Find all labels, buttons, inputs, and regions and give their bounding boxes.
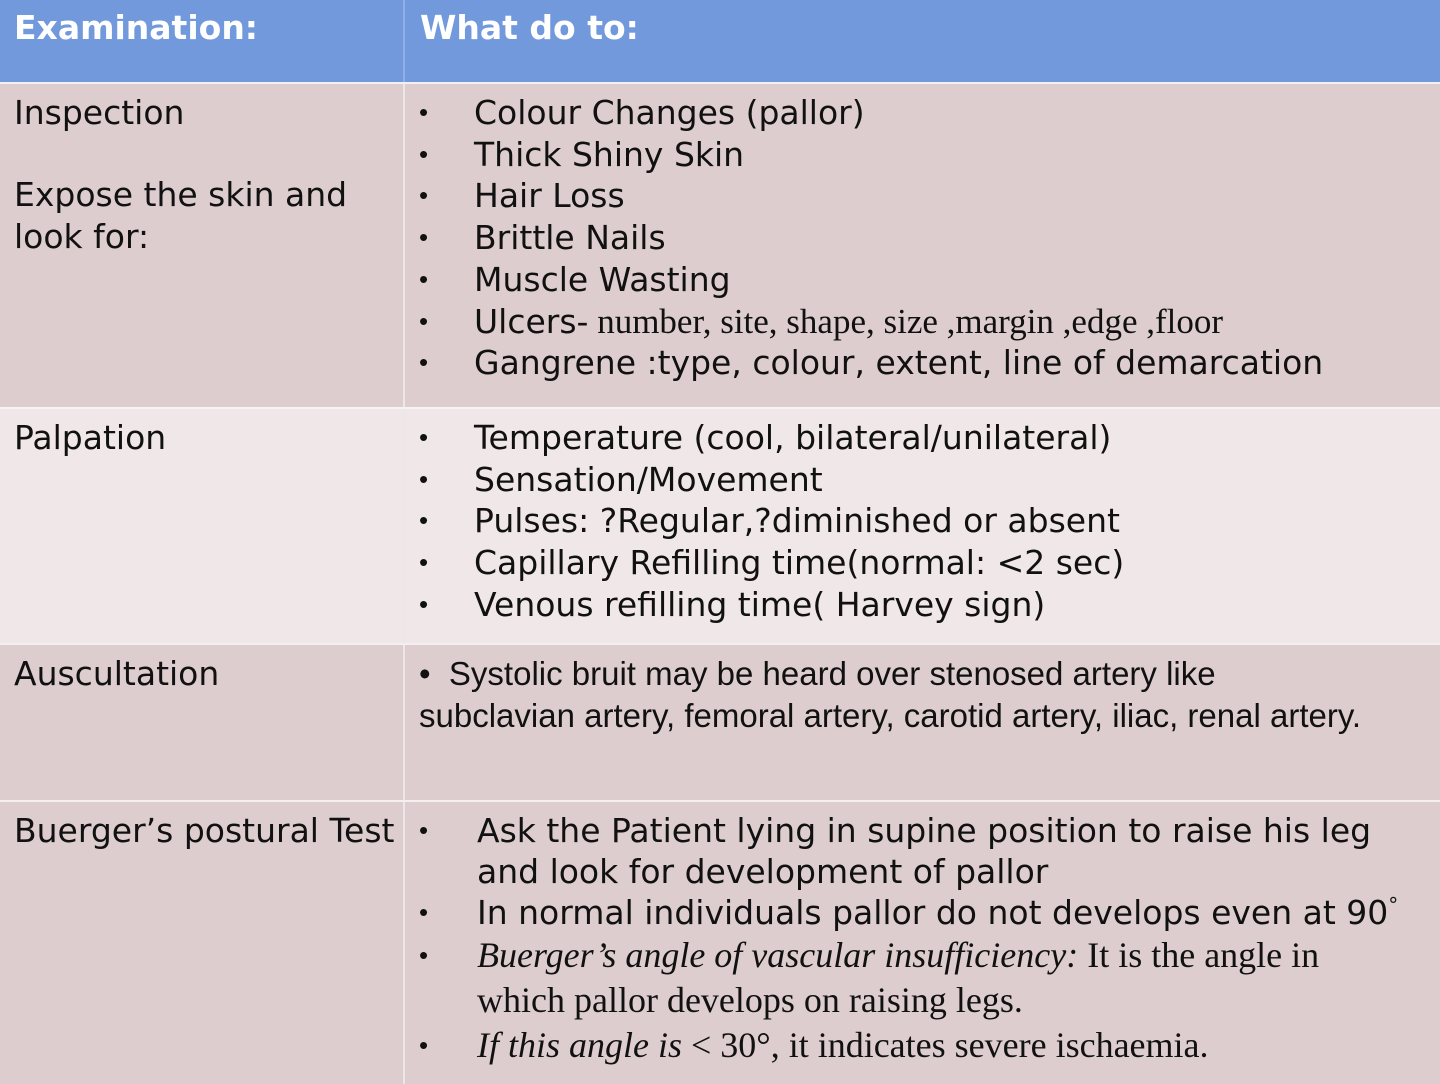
- exam-buerger-test: Buerger’s postural Test: [14, 811, 395, 850]
- list-item: • Ask the Patient lying in supine position to raise his leg and look for development of pallor: [419, 811, 1372, 891]
- list-item: • Muscle Wasting: [419, 259, 731, 299]
- list-item: • Thick Shiny Skin: [419, 134, 745, 174]
- palpation-list: [405, 417, 1440, 626]
- header-examination: Examination:: [14, 8, 259, 47]
- buerger-list: [405, 810, 1440, 1068]
- list-item: • Capillary Refilling time(normal: <2 sec): [419, 543, 1125, 583]
- list-item: • If this angle is < 30°, it indicates severe ischaemia.: [419, 1025, 1209, 1065]
- list-item: • Brittle Nails: [419, 218, 666, 258]
- list-item: • Colour Changes (pallor): [419, 93, 865, 132]
- list-item: • Buerger’s angle of vascular insufficiency: It is the angle in which pallor develops on raising legs.: [419, 935, 1320, 1020]
- row-palpation: [0, 407, 1440, 645]
- auscultation-text: • Systolic bruit may be heard over stenosed artery like subclavian artery, femoral artery, carotid artery, iliac, renal artery.: [419, 655, 1362, 734]
- table-header: [0, 0, 1440, 82]
- list-item-ulcers: • Ulcers- number, site, shape, size ,margin ,edge ,floor: [419, 301, 1224, 341]
- exam-auscultation: Auscultation: [14, 654, 220, 693]
- list-item: • Temperature (cool, bilateral/unilateral): [419, 418, 1112, 457]
- list-item: • In normal individuals pallor do not develops even at 90°: [419, 893, 1399, 932]
- row-inspection: [0, 82, 1440, 409]
- list-item: • Hair Loss: [419, 176, 625, 216]
- row-auscultation: [0, 643, 1440, 802]
- list-item: • Venous refilling time( Harvey sign): [419, 584, 1046, 624]
- row-buerger-test: [0, 800, 1440, 1084]
- inspection-list: [405, 92, 1440, 384]
- list-item: • Pulses: ?Regular,?diminished or absent: [419, 501, 1120, 541]
- exam-inspection: Inspection: [14, 93, 185, 132]
- list-item: • Sensation/Movement: [419, 459, 823, 499]
- inspection-note: Expose the skin and look for:: [14, 175, 348, 256]
- header-what-to-do: What do to:: [403, 0, 1440, 82]
- exam-palpation: Palpation: [14, 418, 167, 457]
- list-item: • Gangrene :type, colour, extent, line of demarcation: [419, 343, 1324, 383]
